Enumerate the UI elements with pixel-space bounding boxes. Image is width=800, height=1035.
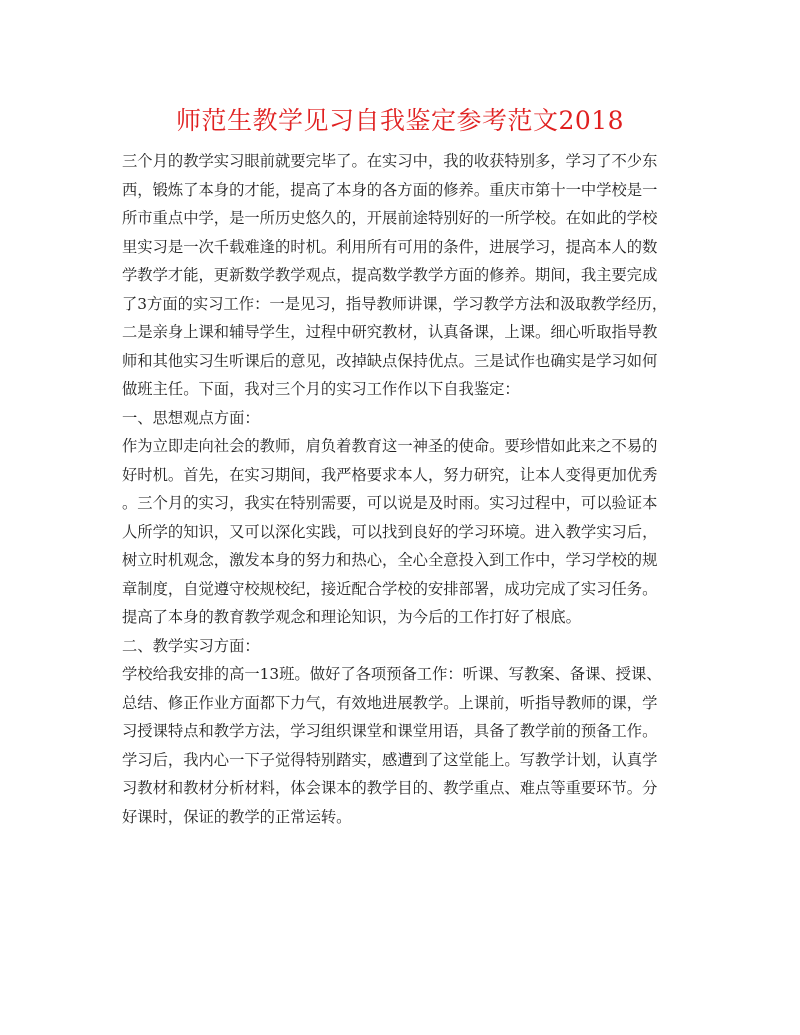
text-line: 人所学的知识，又可以深化实践，可以找到良好的学习环境。进入教学实习后， <box>122 522 658 541</box>
section-heading-teaching: 二、教学实习方面： <box>122 636 260 655</box>
text-line: 二是亲身上课和辅导学生，过程中研究教材，认真备课，上课。细心听取指导教 <box>122 323 658 341</box>
section-heading-ideology: 一、思想观点方面： <box>122 408 260 427</box>
text-line: 习授课特点和教学方法，学习组织课堂和课堂用语，具备了教学前的预备工作。 <box>122 722 658 740</box>
text-line: 作为立即走向社会的教师，肩负着教育这一神圣的使命。要珍惜如此来之不易的 <box>122 437 658 455</box>
text-line: 。三个月的实习，我实在特别需要，可以说是及时雨。实习过程中，可以验证本 <box>122 494 658 512</box>
text-line: 学校给我安排的高一13班。做好了各项预备工作：听课、写教案、备课、授课、 <box>122 665 662 683</box>
text-line: 树立时机观念，激发本身的努力和热心，全心全意投入到工作中，学习学校的规 <box>122 551 658 569</box>
text-line: 好时机。首先，在实习期间，我严格要求本人，努力研究，让本人变得更加优秀 <box>122 465 658 484</box>
text-line: 师和其他实习生听课后的意见，改掉缺点保持优点。三是试作也确实是学习如何 <box>122 351 658 370</box>
text-line: 学教学才能，更新数学教学观点，提高数学教学方面的修养。期间，我主要完成 <box>122 266 658 284</box>
text-line: 总结、修正作业方面都下力气，有效地进展教学。上课前，听指导教师的课，学 <box>122 693 658 712</box>
document-title: 师范生教学见习自我鉴定参考范文2018 <box>175 106 625 135</box>
text-line: 做班主任。下面，我对三个月的实习工作作以下自我鉴定： <box>122 380 520 398</box>
text-line: 提高了本身的教育教学观念和理论知识，为今后的工作打好了根底。 <box>122 608 581 626</box>
intro-paragraph <box>122 147 682 404</box>
text-line: 了3方面的实习工作：一是见习，指导教师讲课，学习教学方法和汲取教学经历， <box>122 294 668 313</box>
section-teaching-paragraph <box>122 660 682 831</box>
text-line: 好课时，保证的教学的正常运转。 <box>122 807 352 826</box>
text-line: 章制度，自觉遵守校规校纪，接近配合学校的安排部署，成功完成了实习任务。 <box>122 579 658 598</box>
text-line: 习教材和教材分析材料，体会课本的教学目的、教学重点、难点等重要环节。分 <box>122 779 658 797</box>
text-line: 学习后，我内心一下子觉得特别踏实，感遭到了这堂能上。写教学计划，认真学 <box>122 750 658 769</box>
text-line: 所市重点中学，是一所历史悠久的，开展前途特别好的一所学校。在如此的学校 <box>122 209 658 227</box>
document-body <box>122 147 682 831</box>
text-line: 三个月的教学实习眼前就要完毕了。在实习中，我的收获特别多，学习了不少东 <box>122 152 658 170</box>
text-line: 里实习是一次千载难逢的时机。利用所有可用的条件，进展学习，提高本人的数 <box>122 237 658 256</box>
section-ideology-paragraph <box>122 432 682 632</box>
text-line: 西，锻炼了本身的才能，提高了本身的各方面的修养。重庆市第十一中学校是一 <box>122 180 658 199</box>
